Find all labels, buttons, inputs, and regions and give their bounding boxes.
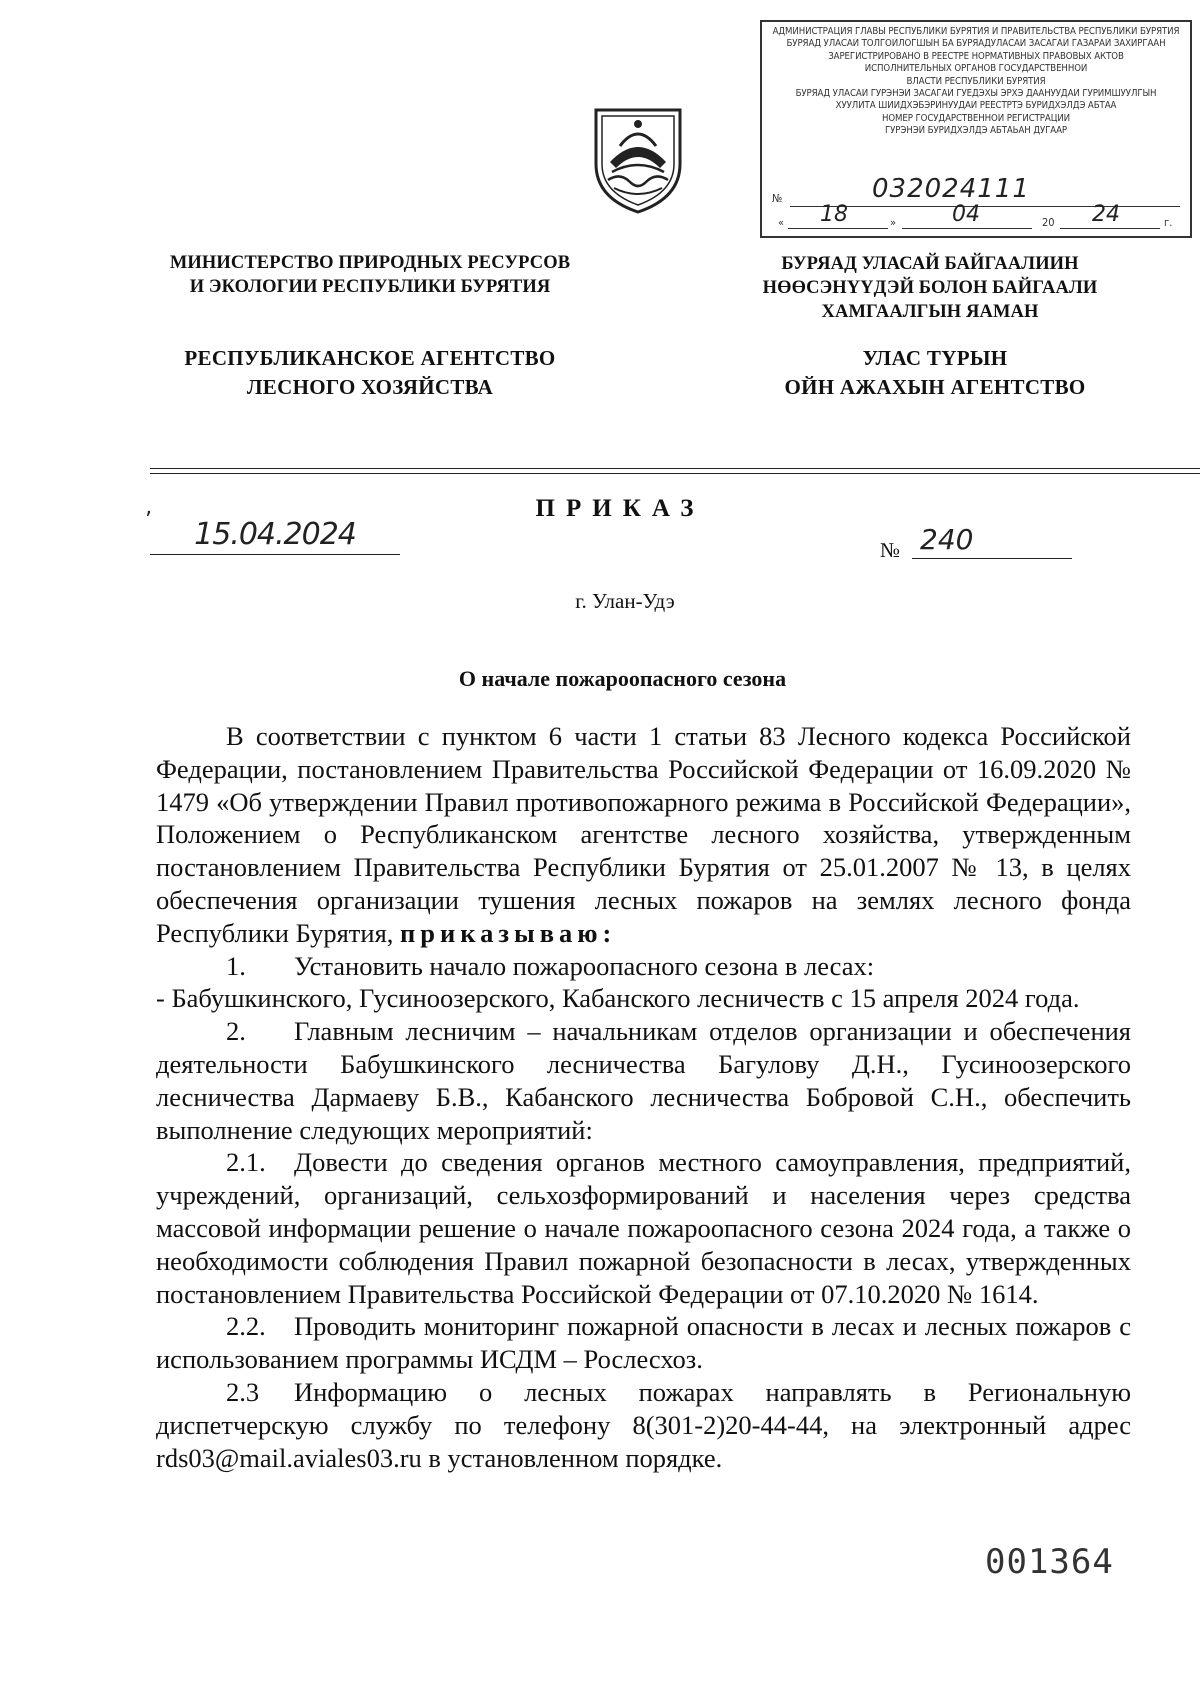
stamp-line: ХУУЛИТА ШИИДХЭБЭРИНУУДАЙ РЕЕСТРТЭ БУРИДХЭЛДЭ АБТАА (835, 100, 1117, 112)
order-number: 240 (912, 522, 1072, 559)
stamp-year-prefix: 20 (1042, 216, 1055, 229)
stamp-day: 18 (820, 202, 848, 227)
right-agency-name: УЛАС ТҮРЫН ОЙН АЖАХЫН АГЕНТСТВО (784, 346, 1086, 399)
city: г. Улан-Удэ (575, 589, 675, 613)
stamp-month: 04 (952, 202, 980, 227)
order-body (156, 720, 1131, 1474)
stamp-line: НОМЕР ГОСУДАРСТВЕННОЙ РЕГИСТРАЦИИ (881, 112, 1071, 124)
right-ministry-name: БУРЯАД УЛАСАЙ БАЙГААЛИИН НӨӨСЭНҮҮДЭЙ БОЛОН БАЙГААЛИ ХАМГААЛГЫН ЯАМАН (762, 254, 1098, 322)
order-number-label: № (880, 538, 901, 562)
stamp-line: БУРЯАД УЛАСАЙ ГУРЭНЭЙ ЗАСАГАЙ ГУЕДЭХЫ ЭРХЭ ДААНУУДАЙ ГУРИМШУУЛГЫН (795, 88, 1157, 100)
stamp-year-unit: г. (1164, 216, 1173, 229)
preamble-paragraph: В соответствии с пунктом 6 части 1 статьи 83 Лесного кодекса Российской Федерации, постановлением Правительства Российской Федерации от 16.09.2020 № 1479 «Об утверждении Правил противопожарного режима в Российской Федерации», Положением о Республиканском агентстве лесного хозяйства, утвержденным постановлением Правительства Республики Бурятия от 25.01.2007 № 13, в целях обеспечения организации тушения лесных пожаров на землях лесного фонда Республики Бурятия, приказываю: (156, 721, 1131, 948)
left-ministry-name: МИНИСТЕРСТВО ПРИРОДНЫХ РЕСУРСОВ И ЭКОЛОГИИ РЕСПУБЛИКИ БУРЯТИЯ (169, 253, 571, 297)
stamp-line: ВЛАСТИ РЕСПУБЛИКИ БУРЯТИЯ (906, 75, 1046, 87)
stamp-line: АДМИНИСТРАЦИЯ ГЛАВЫ РЕСПУБЛИКИ БУРЯТИЯ И ПРАВИТЕЛЬСТВА РЕСПУБЛИКИ БУРЯТИЯ (772, 26, 1180, 37)
stamp-number-label: № (772, 192, 783, 205)
order-title: О начале пожароопасного сезона (458, 666, 787, 691)
buryatia-coat-of-arms-icon (590, 102, 686, 214)
item-1: 1. Установить начало пожароопасного сезона в лесах: (226, 950, 875, 981)
stamp-line: ЗАРЕГИСТРИРОВАНО В РЕЕСТРЕ НОРМАТИВНЫХ ПРАВОВЫХ АКТОВ (828, 50, 1124, 62)
stamp-line: БУРЯАД УЛАСАЙ ТОЛГОЙЛОГШЫН БА БУРЯАДУЛАСАЙ ЗАСАГАЙ ГАЗАРАЙ ЗАХИРГААН (786, 38, 1166, 50)
registration-stamp: АДМИНИСТРАЦИЯ ГЛАВЫ РЕСПУБЛИКИ БУРЯТИЯ И ПРАВИТЕЛЬСТВА РЕСПУБЛИКИ БУРЯТИЯ БУРЯАД УЛАСАЙ ТОЛГОЙЛОГШЫН БА БУРЯАДУЛАСАЙ ЗАСАГАЙ ГАЗАРАЙ ЗАХИРГААН ЗАРЕГИСТРИРОВАНО В РЕЕСТРЕ НОРМАТИВНЫХ ПРАВОВЫХ АКТОВ ИСПОЛНИТЕЛЬНЫХ ОРГАНОВ ГОСУДАРСТВЕННОЙ ВЛАСТИ РЕСПУБЛИКИ БУРЯТИЯ БУРЯАД УЛАСАЙ ГУРЭНЭЙ ЗАСАГАЙ ГУЕДЭХЫ ЭРХЭ ДААНУУДАЙ ГУРИМШУУЛГЫН ХУУЛИТА ШИИДХЭБЭРИНУУДАЙ РЕЕСТРТЭ БУРИДХЭЛДЭ АБТАА НОМЕР ГОСУДАРСТВЕННОЙ РЕГИСТРАЦИИ ГУРЭНЭЙ БУРИДХЭЛДЭ АБТАЬАН ДУГААР № 032024111 « 18 » 04 20 24 г. (760, 20, 1192, 238)
item-1-sub: - Бабушкинского, Гусиноозерского, Кабанского лесничеств с 15 апреля 2024 года. (156, 983, 1080, 1014)
stamp-line: ГУРЭНЭЙ БУРИДХЭЛДЭ АБТАЬАН ДУГААР (884, 125, 1068, 137)
item-2-1: 2.1. Довести до сведения органов местного самоуправления, предприятий, учреждений, организаций, сельхозформирований и населения через средства массовой информации решение о начале пожароопасного сезона 2024 года, а также о необходимости соблюдения Правил пожарной безопасности в лесах, утвержденных постановлением Правительства Российской Федерации от 07.10.2020 № 1614. (156, 1147, 1131, 1309)
stamp-year: 24 (1092, 202, 1120, 227)
stamp-line: ИСПОЛНИТЕЛЬНЫХ ОРГАНОВ ГОСУДАРСТВЕННОЙ (864, 63, 1088, 75)
item-2-2: 2.2. Проводить мониторинг пожарной опасности в лесах и лесных пожаров с использованием программы ИСДМ – Рослесхоз. (156, 1311, 1131, 1375)
order-word: приказываю: (400, 917, 617, 948)
stamp-registration-number: 032024111 (872, 174, 1030, 204)
item-2-3: 2.3 Информацию о лесных пожарах направлять в Региональную диспетчерскую службу по телефону 8(301-2)20-44-44, на электронный адрес rds03@mail.aviales03.ru в установленном порядке. (156, 1376, 1131, 1473)
page-stamp-number: 001364 (985, 1542, 1114, 1582)
left-agency-name: РЕСПУБЛИКАНСКОЕ АГЕНТСТВО ЛЕСНОГО ХОЗЯЙСТВА (184, 346, 556, 399)
document-type-title: ПРИКАЗ (535, 495, 705, 522)
order-date: 15.04.2024 (150, 516, 400, 555)
item-2: 2. Главным лесничим – начальникам отделов организации и обеспечения деятельности Бабушкинского лесничества Багулову Д.Н., Гусиноозерского лесничества Дармаеву Б.В., Кабанского лесничества Бобровой С.Н., обеспечить выполнение следующих мероприятий: (156, 1016, 1131, 1145)
header-divider (150, 468, 1200, 469)
header-divider-thin (150, 473, 1200, 474)
